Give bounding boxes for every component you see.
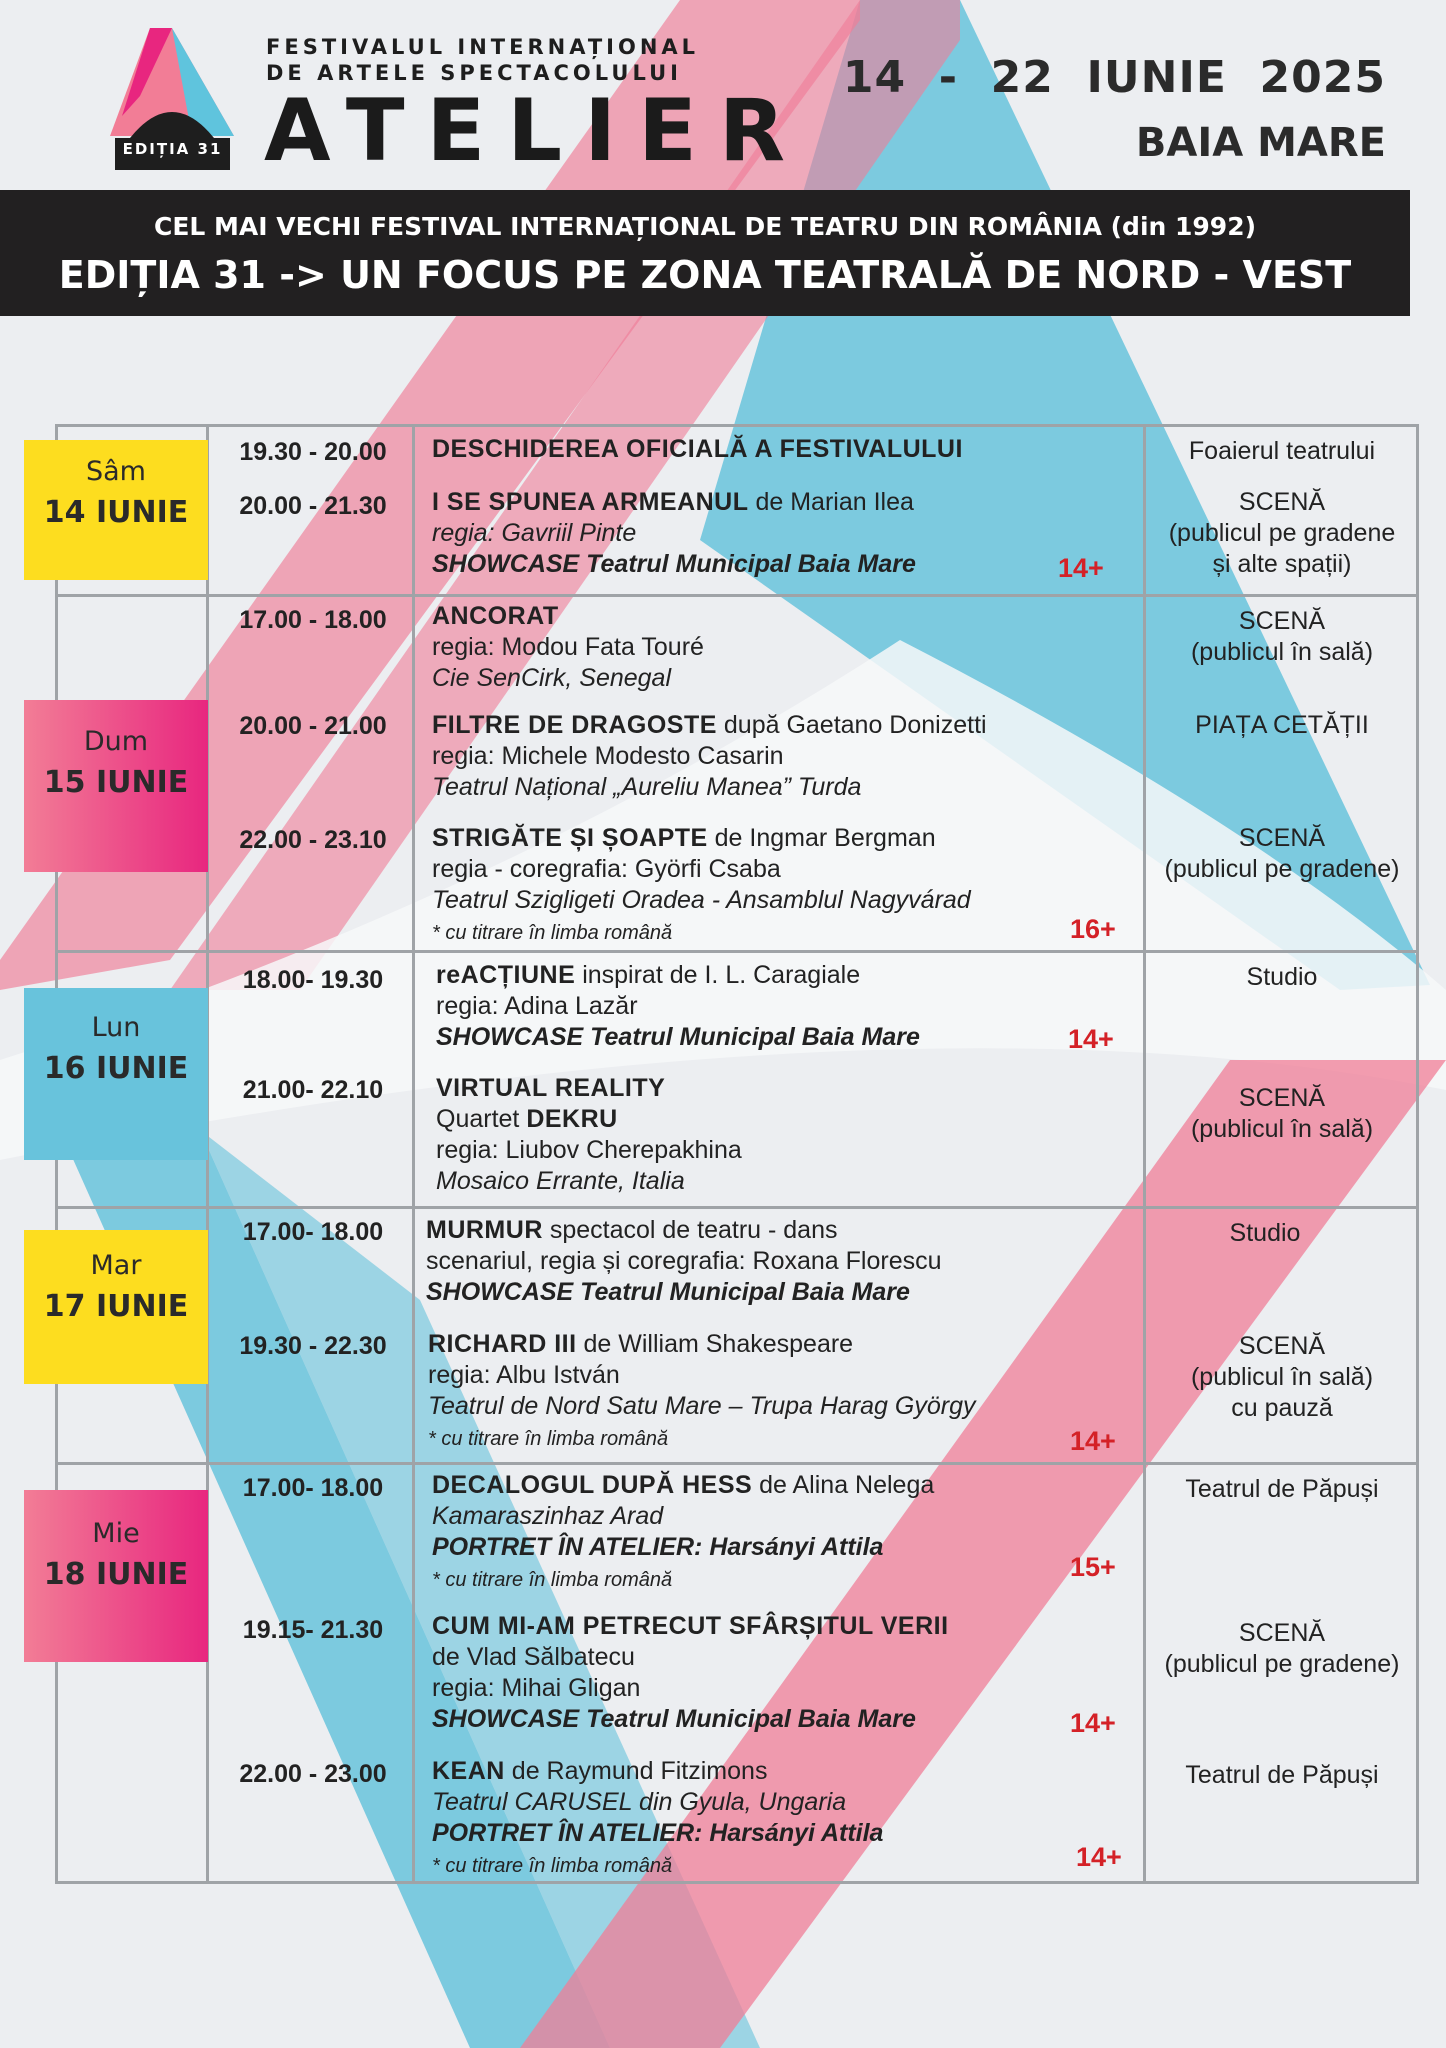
row-divider (55, 950, 1419, 953)
age-rating: 14+ (1076, 1842, 1122, 1872)
festival-city: BAIA MARE (1135, 120, 1386, 166)
day-badge: Sâm 14 IUNIE (24, 440, 208, 580)
age-rating: 15+ (1070, 1552, 1116, 1582)
event: RICHARD III de William Shakespeare regia: Albu István Teatrul de Nord Satu Mare – Trupa Harag György * cu titrare în limba română (428, 1330, 976, 1450)
event-time: 19.30 - 22.30 (239, 1332, 387, 1360)
event-time: 19.30 - 20.00 (239, 438, 387, 466)
event-venue: SCENĂ (publicul în sală) cu pauză (1190, 1332, 1374, 1422)
event-venue: Foaierul teatrului (1188, 437, 1376, 465)
event: STRIGĂTE ȘI ȘOAPTE de Ingmar Bergman regia - coregrafia: Györfi Csaba Teatrul Szigligeti Oradea - Ansamblul Nagyvárad * cu titrare în limba română (432, 824, 971, 944)
event: VIRTUAL REALITY Quartet DEKRU regia: Liubov Cherepakhina Mosaico Errante, Italia (436, 1074, 742, 1195)
event: reACȚIUNE inspirat de I. L. Caragiale regia: Adina Lazăr SHOWCASE Teatrul Municipal Baia Mare (436, 961, 920, 1051)
event-time: 21.00- 22.10 (242, 1076, 384, 1104)
event-venue: SCENĂ (publicul pe gradene) (1164, 824, 1400, 883)
day-badge: Dum 15 IUNIE (24, 700, 208, 872)
age-rating: 14+ (1068, 1024, 1114, 1054)
event-venue: SCENĂ (publicul în sală) (1190, 1084, 1374, 1143)
row-divider (55, 1462, 1419, 1465)
col-divider (412, 424, 415, 1884)
logo-badge: EDIȚIA 31 (122, 140, 223, 158)
day-badge: Mie 18 IUNIE (24, 1490, 208, 1662)
festival-line1: FESTIVALUL INTERNAȚIONAL (266, 35, 700, 59)
event: MURMUR spectacol de teatru - dans scenariul, regia și coregrafia: Roxana Florescu SHOWCASE Teatrul Municipal Baia Mare (426, 1216, 942, 1306)
event-venue: PIAȚA CETĂȚII (1195, 711, 1369, 739)
event-venue: Studio (1229, 1219, 1301, 1247)
banner-line1: CEL MAI VECHI FESTIVAL INTERNAȚIONAL DE TEATRU DIN ROMÂNIA (din 1992) (153, 212, 1257, 241)
banner-line2: EDIȚIA 31 -> UN FOCUS PE ZONA TEATRALĂ DE NORD - VEST (58, 253, 1352, 297)
day-badge: Lun 16 IUNIE (24, 988, 208, 1160)
event-time: 17.00- 18.00 (242, 1474, 384, 1502)
event-time: 22.00 - 23.10 (239, 826, 387, 854)
event-time: 20.00 - 21.00 (239, 712, 387, 740)
festival-dates: 14 - 22 IUNIE 2025 (842, 52, 1386, 103)
festival-line2: DE ARTELE SPECTACOLULUI (266, 61, 682, 85)
banner (0, 190, 1410, 316)
event-time: 20.00 - 21.30 (239, 492, 387, 520)
age-rating: 14+ (1070, 1708, 1116, 1738)
age-rating: 14+ (1058, 553, 1104, 583)
row-divider (55, 1206, 1419, 1209)
event-time: 17.00- 18.00 (242, 1218, 384, 1246)
col-divider (1143, 424, 1146, 1884)
event-venue: Studio (1246, 963, 1318, 991)
event: DECALOGUL DUPĂ HESS de Alina Nelega Kamaraszinhaz Arad PORTRET ÎN ATELIER: Harsányi Attila * cu titrare în limba română (432, 1471, 935, 1591)
age-rating: 14+ (1070, 1426, 1116, 1456)
event-venue: Teatrul de Păpuși (1185, 1475, 1379, 1503)
event-time: 18.00- 19.30 (242, 966, 384, 994)
event: DESCHIDEREA OFICIALĂ A FESTIVALULUI (432, 435, 963, 463)
event: I SE SPUNEA ARMEANUL de Marian Ilea regia: Gavriil Pinte SHOWCASE Teatrul Municipal Baia Mare (432, 488, 916, 578)
event: ANCORAT regia: Modou Fata Touré Cie SenCirk, Senegal (432, 602, 704, 692)
day-badge: Mar 17 IUNIE (24, 1230, 208, 1384)
event: CUM MI-AM PETRECUT SFÂRȘITUL VERII de Vlad Sălbatecu regia: Mihai Gligan SHOWCASE Teatrul Municipal Baia Mare (432, 1612, 949, 1733)
festival-name: ATELIER (264, 81, 808, 181)
event-venue: SCENĂ (publicul pe gradene și alte spații) (1168, 488, 1396, 578)
event-venue: SCENĂ (publicul în sală) (1190, 607, 1374, 666)
age-rating: 16+ (1070, 914, 1116, 944)
event-time: 22.00 - 23.00 (239, 1760, 387, 1788)
event-time: 19.15- 21.30 (242, 1616, 384, 1644)
event-venue: Teatrul de Păpuși (1185, 1761, 1379, 1789)
event-venue: SCENĂ (publicul pe gradene) (1164, 1619, 1400, 1678)
event-time: 17.00 - 18.00 (239, 606, 387, 634)
event: FILTRE DE DRAGOSTE după Gaetano Donizetti regia: Michele Modesto Casarin Teatrul Național „Aureliu Manea” Turda (432, 711, 987, 801)
event: KEAN de Raymund Fitzimons Teatrul CARUSEL din Gyula, Ungaria PORTRET ÎN ATELIER: Harsányi Attila * cu titrare în limba română (432, 1757, 884, 1877)
row-divider (55, 594, 1419, 597)
